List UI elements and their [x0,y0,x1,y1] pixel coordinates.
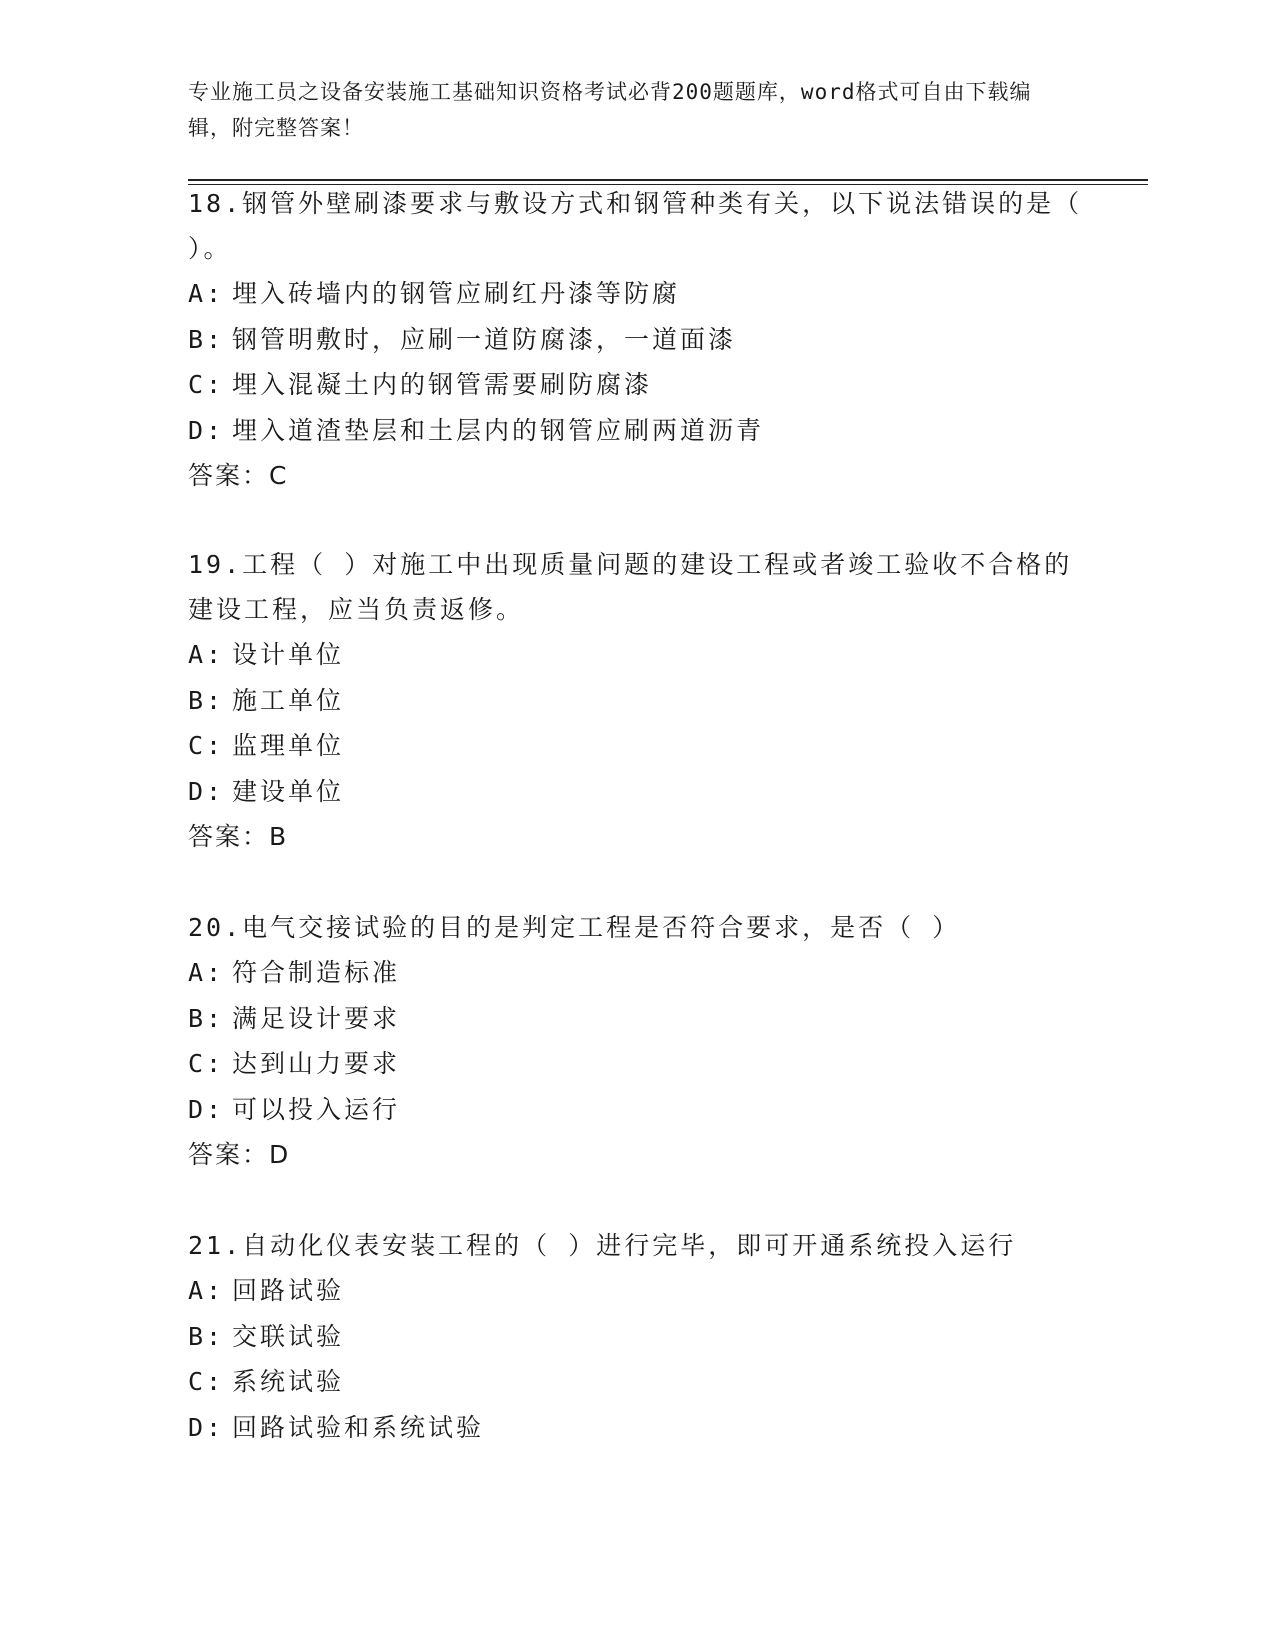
option-letter: B: [188,1321,225,1351]
option-text: 达到山力要求 [232,1049,401,1078]
option-letter: D: [188,1412,225,1442]
option-c [188,1359,1088,1405]
option-text: 回路试验 [232,1276,345,1305]
question-19 [188,542,1088,860]
option-text: 满足设计要求 [232,1003,401,1033]
option-d [188,1087,1088,1133]
question-stem: 21.自动化仪表安装工程的（ ）进行完毕，即可开通系统投入运行 [188,1231,1017,1260]
question-stem: 20.电气交接试验的目的是判定工程是否符合要求，是否（ ） [188,913,961,942]
option-d [188,769,1088,815]
option-text: 交联试验 [232,1321,345,1351]
option-text: 埋入道渣垫层和土层内的钢管应刷两道沥青 [232,415,765,445]
option-c [188,362,1088,408]
option-a [188,950,1088,996]
option-text: 回路试验和系统试验 [232,1412,485,1442]
question-20 [188,905,1088,1178]
option-letter: D: [188,415,225,445]
option-letter: D: [188,776,225,806]
option-letter: A: [188,1276,225,1305]
option-d [188,408,1088,454]
option-text: 施工单位 [232,685,345,715]
option-a [188,271,1088,317]
option-letter: A: [188,640,225,669]
option-letter: C: [188,370,225,399]
option-text: 系统试验 [232,1367,345,1396]
option-letter: B: [188,1003,225,1033]
option-letter: B: [188,685,225,715]
option-letter: C: [188,1049,225,1078]
option-a [188,632,1088,678]
option-text: 监理单位 [232,731,345,760]
option-text: 设计单位 [232,640,345,669]
option-c [188,723,1088,769]
option-b [188,996,1088,1042]
question-21 [188,1223,1088,1450]
option-b [188,678,1088,724]
option-d [188,1405,1088,1451]
option-letter: A: [188,279,225,308]
question-stem: 19.工程（ ）对施工中出现质量问题的建设工程或者竣工验收不合格的建设工程，应当负责返修。 [188,550,1073,624]
header-note: 专业施工员之设备安装施工基础知识资格考试必背200题题库，word格式可自由下载编辑，附完整答案！ [188,80,1032,140]
option-text: 建设单位 [232,776,345,806]
option-a [188,1268,1088,1314]
option-letter: C: [188,731,225,760]
option-b [188,1314,1088,1360]
answer-line: 答案：B [188,822,289,851]
option-text: 可以投入运行 [232,1094,401,1124]
answer-line: 答案：C [188,461,289,490]
option-letter: A: [188,958,225,987]
option-text: 钢管明敷时，应刷一道防腐漆，一道面漆 [232,324,737,354]
option-text: 埋入混凝土内的钢管需要刷防腐漆 [232,370,653,399]
option-letter: C: [188,1367,225,1396]
option-text: 埋入砖墙内的钢管应刷红丹漆等防腐 [232,279,681,308]
question-stem: 18.钢管外壁刷漆要求与敷设方式和钢管种类有关，以下说法错误的是（ ）。 [188,189,1083,263]
answer-line: 答案：D [188,1140,291,1169]
option-letter: D: [188,1094,225,1124]
option-b [188,317,1088,363]
option-c [188,1041,1088,1087]
option-text: 符合制造标准 [232,958,401,987]
option-letter: B: [188,324,225,354]
question-18 [188,181,1088,499]
